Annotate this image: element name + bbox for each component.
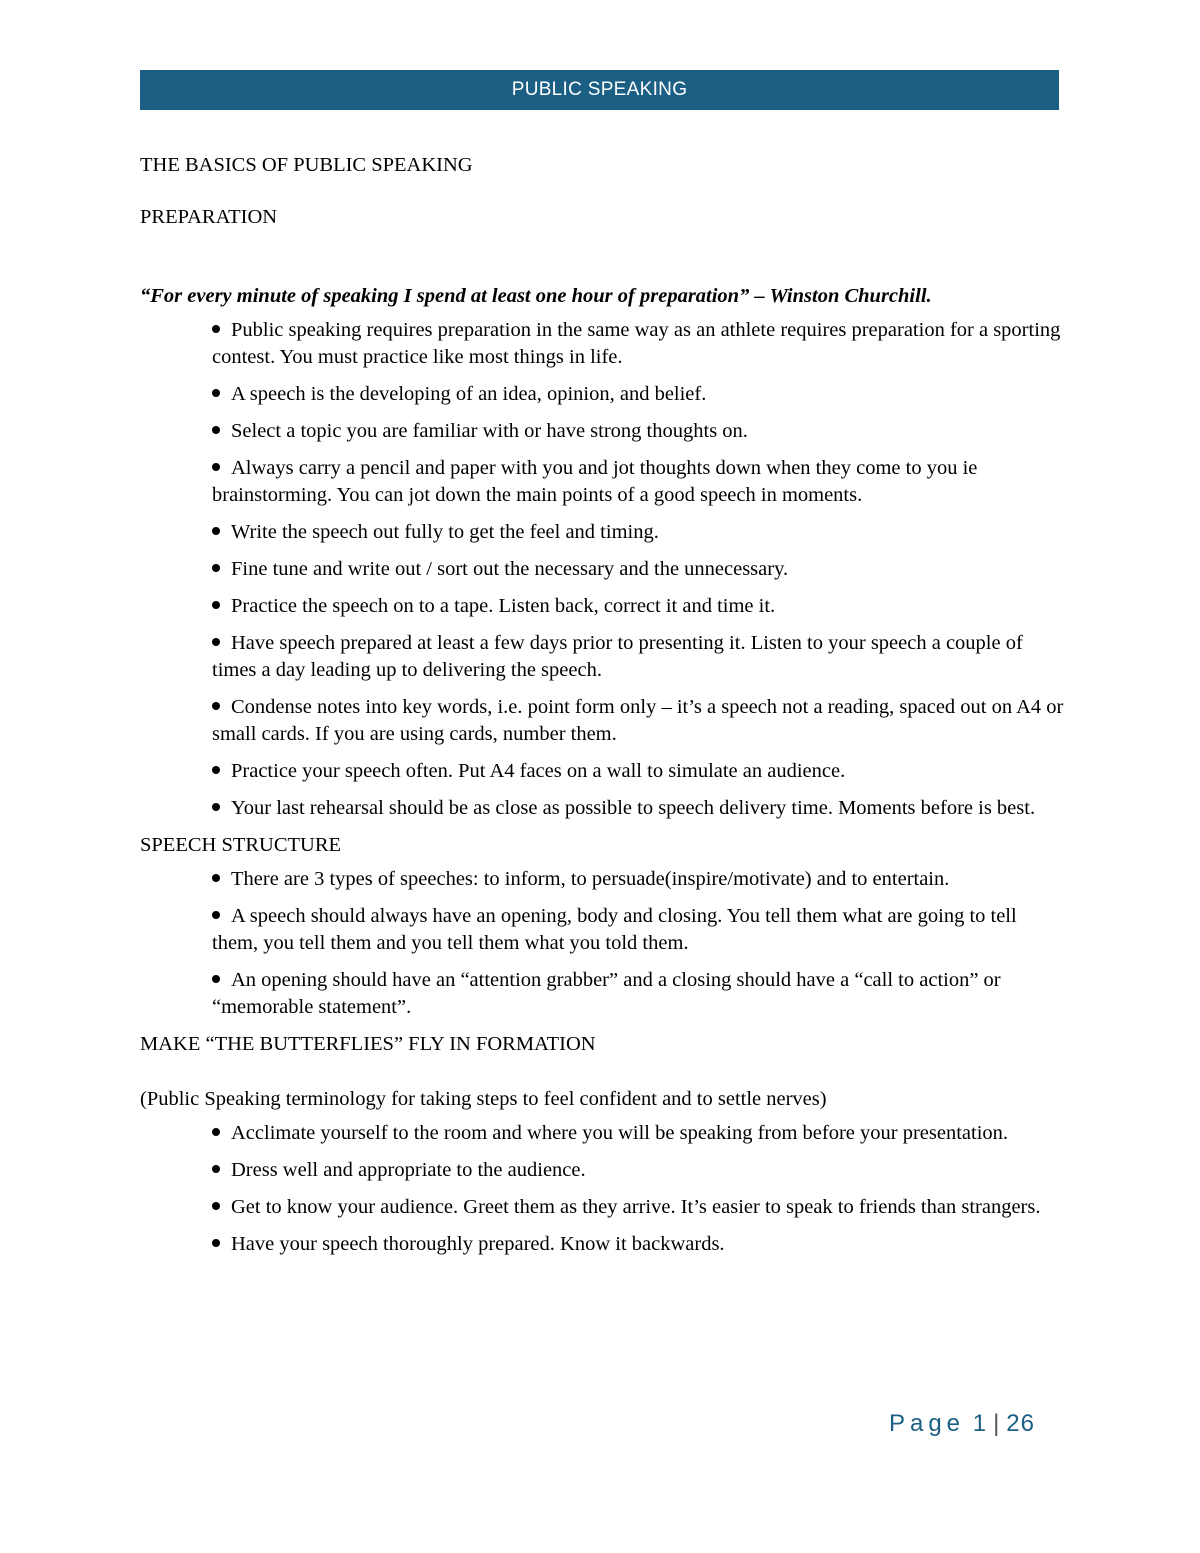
list-item: Public speaking requires preparation in the same way as an athlete requires preparation for a sporting contest. You must practice like most things in life. [212, 319, 1061, 368]
list-item: A speech is the developing of an idea, opinion, and belief. [212, 381, 1065, 408]
bullet-icon [212, 911, 220, 919]
bullet-icon [212, 1239, 220, 1247]
page-label: Page [888, 1410, 966, 1437]
page-number: 1 [972, 1410, 988, 1437]
butterflies-list [140, 1120, 1065, 1258]
bullet-icon [212, 1202, 220, 1210]
bullet-icon [212, 601, 220, 609]
bullet-icon [212, 1165, 220, 1173]
section-heading-butterflies: MAKE “THE BUTTERFLIES” FLY IN FORMATION [140, 1033, 596, 1055]
bullet-icon [212, 702, 220, 710]
list-item: Fine tune and write out / sort out the necessary and the unnecessary. [212, 556, 1065, 583]
list-item: Practice the speech on to a tape. Listen back, correct it and time it. [212, 593, 1065, 620]
header-title: PUBLIC SPEAKING [511, 79, 688, 100]
bullet-icon [212, 874, 220, 882]
bullet-icon [212, 325, 220, 333]
bullet-icon [212, 638, 220, 646]
list-item: A speech should always have an opening, body and closing. You tell them what are going to tell them, you tell them and you tell them what you told them. [212, 905, 1017, 954]
butterflies-note: (Public Speaking terminology for taking steps to feel confident and to settle nerves) [140, 1088, 827, 1110]
structure-list [140, 866, 1065, 1021]
bullet-icon [212, 803, 220, 811]
total-pages: 26 [1006, 1410, 1035, 1437]
list-item: There are 3 types of speeches: to inform, to persuade(inspire/motivate) and to entertain. [212, 866, 1065, 893]
bullet-icon [212, 975, 220, 983]
bullet-icon [212, 389, 220, 397]
list-item: Always carry a pencil and paper with you and jot thoughts down when they come to you ie brainstorming. You can jot down the main points of a good speech in moments. [212, 457, 978, 506]
document-title: THE BASICS OF PUBLIC SPEAKING [140, 154, 473, 176]
churchill-quote: “For every minute of speaking I spend at least one hour of preparation” – Winston Churchill. [140, 285, 932, 307]
bullet-icon [212, 766, 220, 774]
bullet-icon [212, 463, 220, 471]
bullet-icon [212, 527, 220, 535]
bullet-icon [212, 426, 220, 434]
preparation-list [140, 317, 1065, 822]
list-item: Acclimate yourself to the room and where you will be speaking from before your presentation. [212, 1120, 1065, 1147]
bullet-icon [212, 564, 220, 572]
list-item: Have your speech thoroughly prepared. Know it backwards. [212, 1231, 1065, 1258]
list-item: Select a topic you are familiar with or have strong thoughts on. [212, 418, 1065, 445]
section-heading-preparation: PREPARATION [140, 206, 278, 228]
list-item: Dress well and appropriate to the audience. [212, 1157, 1065, 1184]
page-separator: | [993, 1410, 1001, 1437]
list-item: Condense notes into key words, i.e. point form only – it’s a speech not a reading, spaced out on A4 or small cards. If you are using cards, number them. [212, 696, 1064, 745]
list-item: Have speech prepared at least a few days prior to presenting it. Listen to your speech a couple of times a day leading up to delivering the speech. [212, 632, 1023, 681]
list-item: Practice your speech often. Put A4 faces on a wall to simulate an audience. [212, 758, 1065, 785]
list-item: Write the speech out fully to get the feel and timing. [212, 519, 1065, 546]
section-heading-structure: SPEECH STRUCTURE [140, 834, 342, 856]
document-body [140, 150, 1065, 1268]
page-footer [889, 1410, 1035, 1438]
list-item: An opening should have an “attention grabber” and a closing should have a “call to action” or “memorable statement”. [212, 969, 1001, 1018]
bullet-icon [212, 1128, 220, 1136]
list-item: Your last rehearsal should be as close as possible to speech delivery time. Moments before is best. [212, 795, 1065, 822]
header-bar [140, 70, 1059, 110]
list-item: Get to know your audience. Greet them as they arrive. It’s easier to speak to friends than strangers. [212, 1194, 1065, 1221]
